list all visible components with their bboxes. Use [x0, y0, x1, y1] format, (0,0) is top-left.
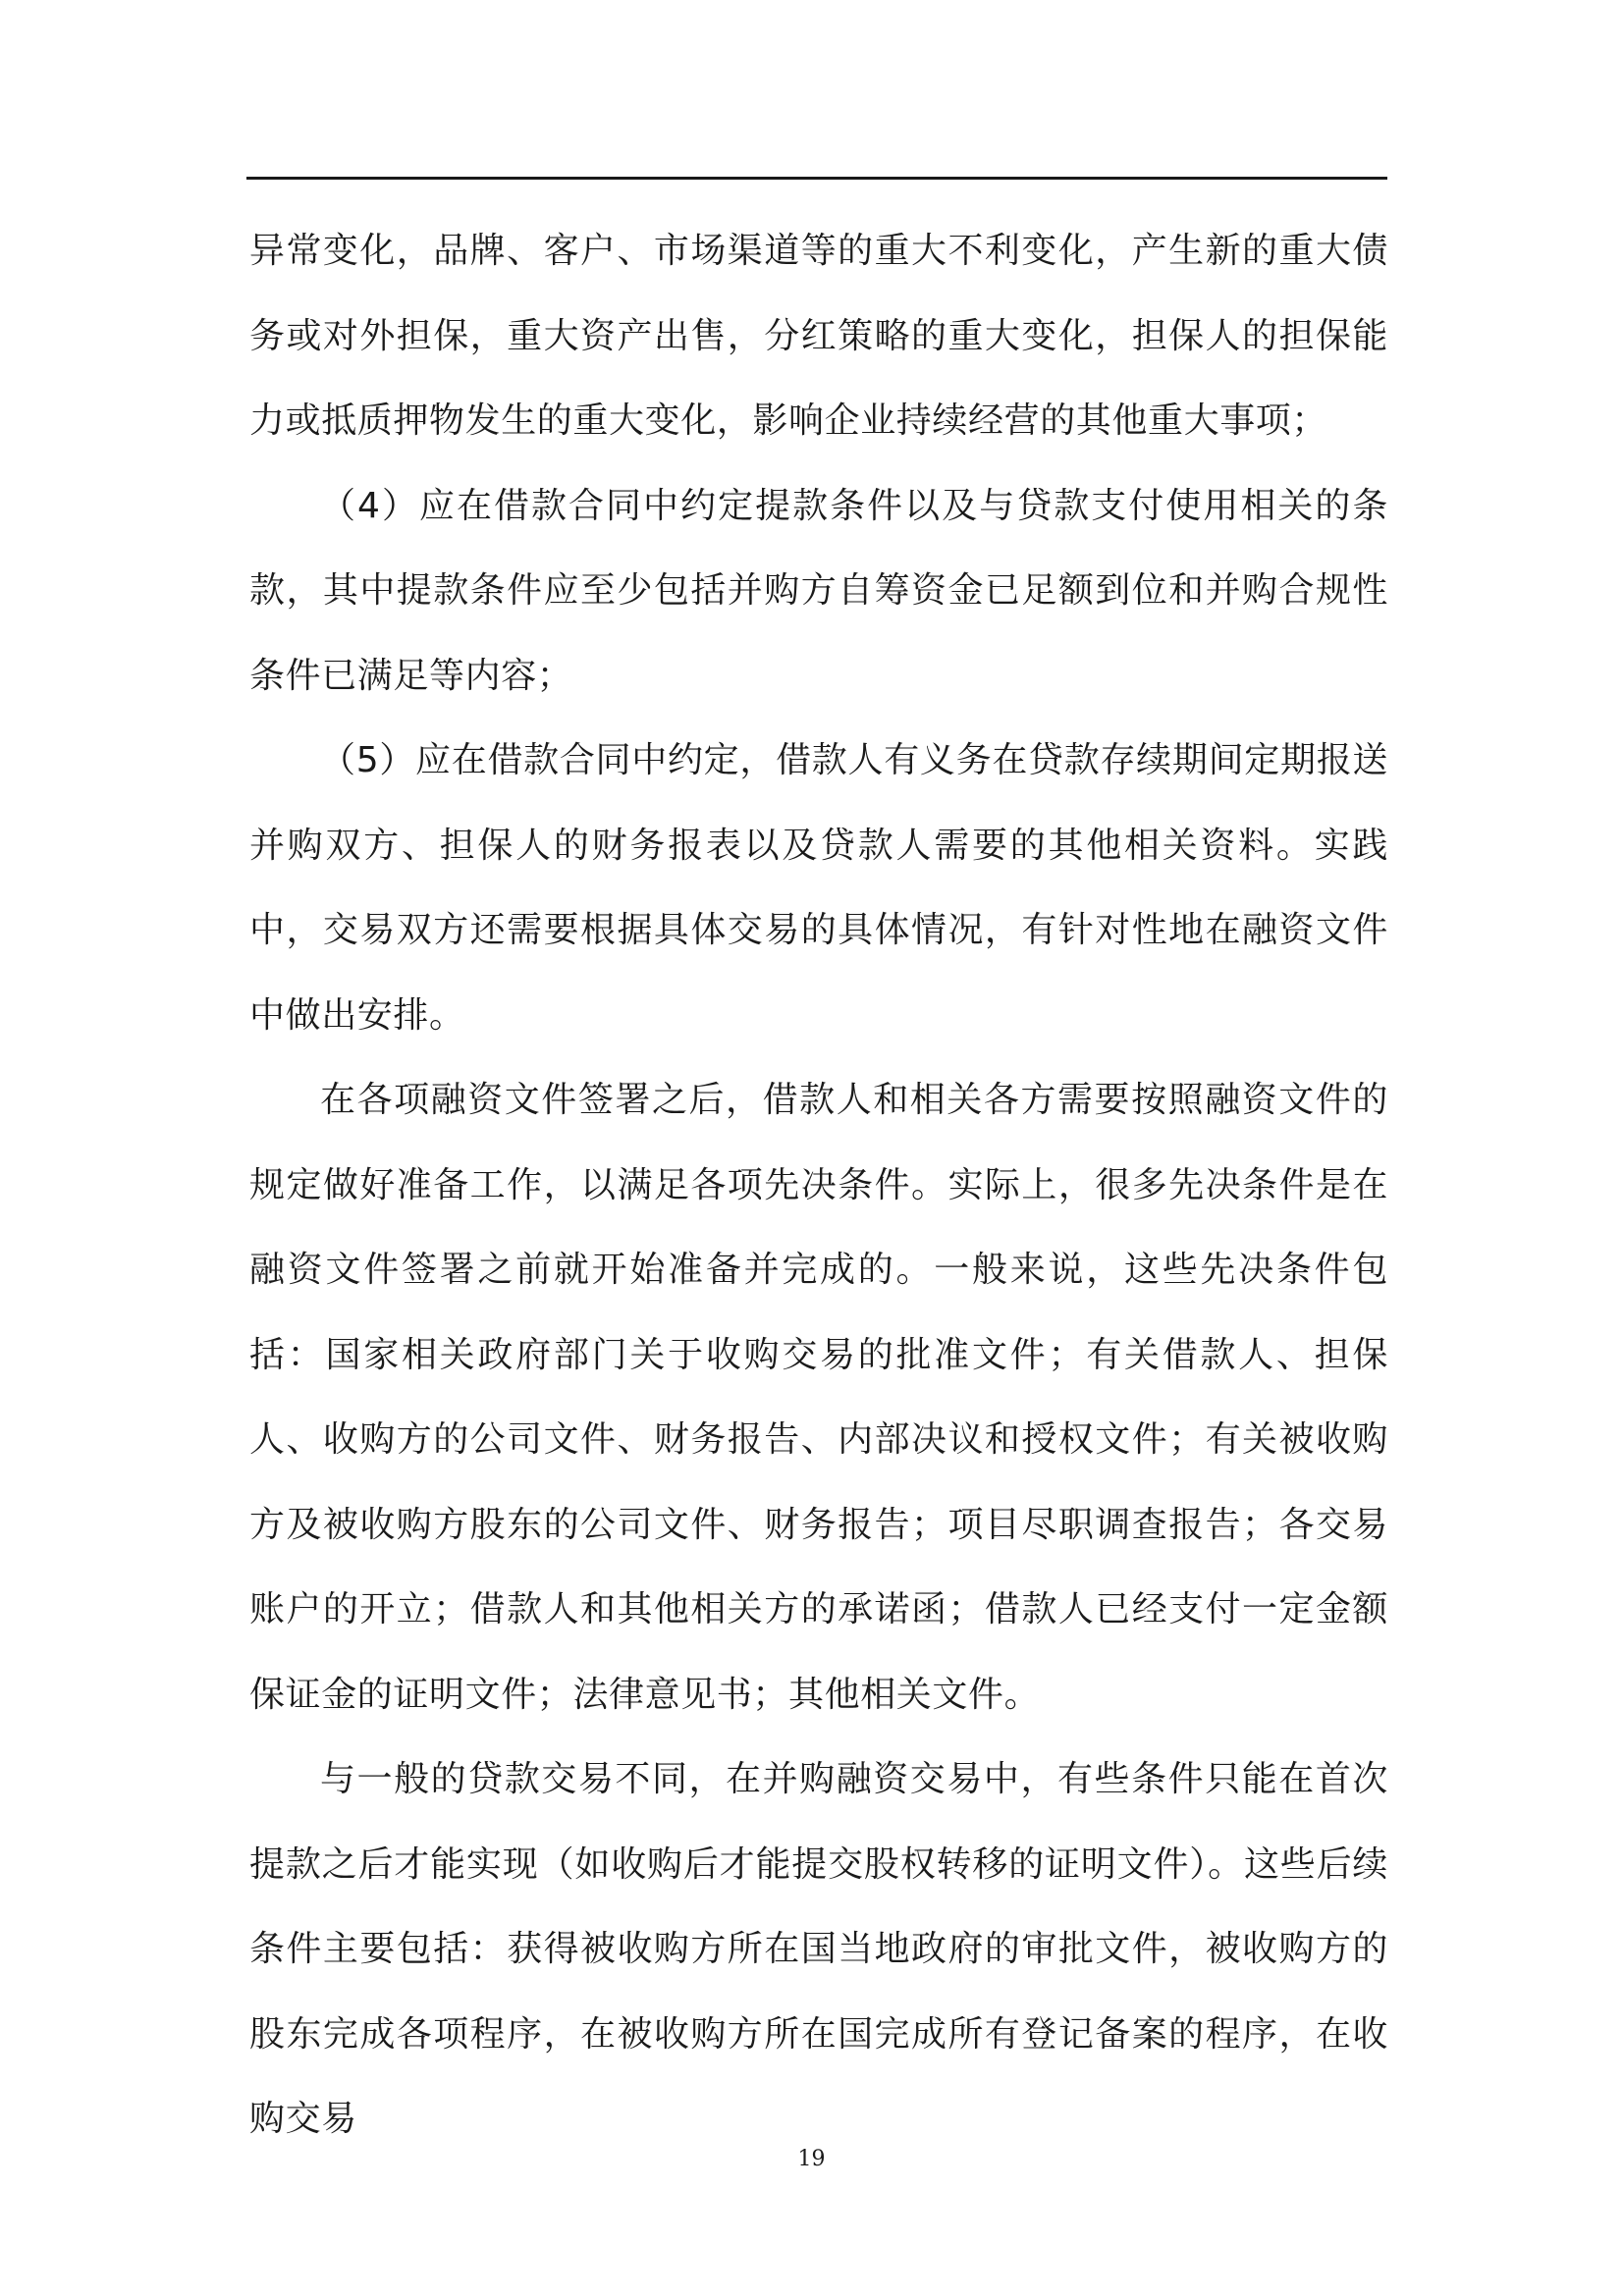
paragraph-continuation: 异常变化，品牌、客户、市场渠道等的重大不利变化，产生新的重大债务或对外担保，重大资产出售，分红策略的重大变化，担保人的担保能力或抵质押物发生的重大变化，影响企业持续经营的其他重大事项； [249, 231, 1388, 441]
paragraph-subsequent-conditions: 与一般的贷款交易不同，在并购融资交易中，有些条件只能在首次提款之后才能实现（如收购后才能提交股权转移的证明文件）。这些后续条件主要包括：获得被收购方所在国当地政府的审批文件，被收购方的股东完成各项程序，在被收购方所在国完成所有登记备案的程序，在收购交易 [249, 1759, 1388, 2139]
paragraph-item-4: （4）应在借款合同中约定提款条件以及与贷款支付使用相关的条款，其中提款条件应至少包括并购方自筹资金已足额到位和并购合规性条件已满足等内容； [249, 485, 1388, 696]
paragraph-preconditions: 在各项融资文件签署之后，借款人和相关各方需要按照融资文件的规定做好准备工作，以满足各项先决条件。实际上，很多先决条件是在融资文件签署之前就开始准备并完成的。一般来说，这些先决条件包括：国家相关政府部门关于收购交易的批准文件；有关借款人、担保人、收购方的公司文件、财务报告、内部决议和授权文件；有关被收购方及被收购方股东的公司文件、财务报告；项目尽职调查报告；各交易账户的开立；借款人和其他相关方的承诺函；借款人已经支付一定金额保证金的证明文件；法律意见书；其他相关文件。 [249, 1080, 1388, 1715]
header-rule [246, 177, 1387, 180]
page-number: 19 [797, 2147, 826, 2171]
body-text [249, 209, 1388, 2163]
paragraph-item-5: （5）应在借款合同中约定，借款人有义务在贷款存续期间定期报送并购双方、担保人的财务报表以及贷款人需要的其他相关资料。实践中，交易双方还需要根据具体交易的具体情况，有针对性地在融资文件中做出安排。 [249, 740, 1388, 1036]
